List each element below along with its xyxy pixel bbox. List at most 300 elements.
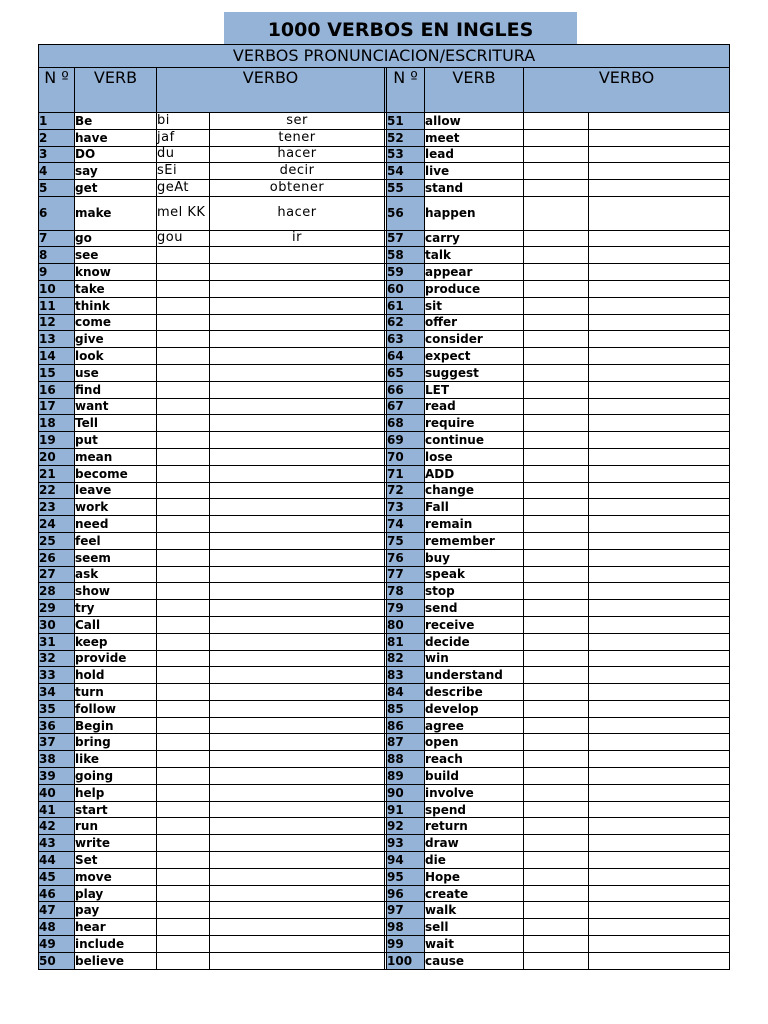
verb-cell: stand — [425, 180, 524, 197]
header-no-left: N º — [39, 68, 75, 113]
verb-cell: keep — [75, 633, 157, 650]
pronunciation-cell — [157, 482, 210, 499]
verb-cell: read — [425, 398, 524, 415]
pronunciation-cell — [524, 868, 589, 885]
pronunciation-cell — [157, 616, 210, 633]
pronunciation-cell — [157, 566, 210, 583]
row-number: 23 — [39, 499, 75, 516]
table-row — [39, 163, 730, 180]
table-row — [39, 650, 730, 667]
row-number: 24 — [39, 516, 75, 533]
table-row — [39, 448, 730, 465]
verb-cell: draw — [425, 835, 524, 852]
verb-cell: write — [75, 835, 157, 852]
translation-cell — [589, 499, 730, 516]
translation-cell — [210, 264, 385, 281]
verb-cell: send — [425, 600, 524, 617]
row-number: 52 — [387, 129, 425, 146]
row-number: 25 — [39, 532, 75, 549]
row-number: 40 — [39, 784, 75, 801]
verb-cell: see — [75, 247, 157, 264]
pronunciation-cell — [157, 919, 210, 936]
translation-cell — [589, 700, 730, 717]
row-number: 87 — [387, 734, 425, 751]
verb-cell: bring — [75, 734, 157, 751]
translation-cell — [210, 448, 385, 465]
pronunciation-cell — [157, 247, 210, 264]
verb-cell: say — [75, 163, 157, 180]
row-number: 53 — [387, 146, 425, 163]
row-number: 32 — [39, 650, 75, 667]
verb-cell: speak — [425, 566, 524, 583]
row-number: 3 — [39, 146, 75, 163]
table-row — [39, 398, 730, 415]
pronunciation-cell — [157, 717, 210, 734]
verb-cell: want — [75, 398, 157, 415]
verb-cell: consider — [425, 331, 524, 348]
verb-cell: Call — [75, 616, 157, 633]
translation-cell — [589, 163, 730, 180]
table-subtitle: VERBOS PRONUNCIACION/ESCRITURA — [39, 45, 730, 68]
row-number: 55 — [387, 180, 425, 197]
verb-cell: LET — [425, 381, 524, 398]
pronunciation-cell — [524, 583, 589, 600]
row-number: 28 — [39, 583, 75, 600]
translation-cell — [210, 280, 385, 297]
table-row — [39, 331, 730, 348]
translation-cell — [589, 280, 730, 297]
verb-cell: develop — [425, 700, 524, 717]
table-row — [39, 381, 730, 398]
verb-cell: DO — [75, 146, 157, 163]
translation-cell — [589, 751, 730, 768]
row-number: 91 — [387, 801, 425, 818]
pronunciation-cell — [524, 650, 589, 667]
row-number: 63 — [387, 331, 425, 348]
pronunciation-cell — [524, 348, 589, 365]
translation-cell — [589, 801, 730, 818]
pronunciation-cell — [157, 348, 210, 365]
verb-cell: play — [75, 885, 157, 902]
pronunciation-cell — [524, 616, 589, 633]
table-row — [39, 801, 730, 818]
pronunciation-cell: geAt — [157, 180, 210, 197]
row-number: 19 — [39, 432, 75, 449]
verb-cell: open — [425, 734, 524, 751]
translation-cell — [589, 516, 730, 533]
table-row — [39, 600, 730, 617]
translation-cell — [210, 818, 385, 835]
pronunciation-cell — [157, 936, 210, 953]
pronunciation-cell — [524, 163, 589, 180]
header-verbo-right: VERBO — [524, 68, 730, 113]
translation-cell — [589, 129, 730, 146]
verb-cell: stop — [425, 583, 524, 600]
verb-cell: use — [75, 364, 157, 381]
translation-cell — [589, 667, 730, 684]
table-row — [39, 230, 730, 247]
pronunciation-cell — [157, 314, 210, 331]
row-number: 31 — [39, 633, 75, 650]
translation-cell — [210, 684, 385, 701]
row-number: 72 — [387, 482, 425, 499]
verb-cell: sell — [425, 919, 524, 936]
row-number: 17 — [39, 398, 75, 415]
table-row — [39, 818, 730, 835]
table-row — [39, 566, 730, 583]
translation-cell: decir — [210, 163, 385, 180]
translation-cell — [589, 247, 730, 264]
pronunciation-cell — [157, 667, 210, 684]
pronunciation-cell — [157, 751, 210, 768]
translation-cell — [589, 432, 730, 449]
translation-cell — [589, 768, 730, 785]
translation-cell — [589, 113, 730, 130]
header-verb-right: VERB — [425, 68, 524, 113]
pronunciation-cell — [524, 902, 589, 919]
translation-cell — [210, 650, 385, 667]
translation-cell — [589, 381, 730, 398]
table-row — [39, 717, 730, 734]
verb-cell: hold — [75, 667, 157, 684]
translation-cell — [210, 768, 385, 785]
pronunciation-cell: sEi — [157, 163, 210, 180]
verb-cell: understand — [425, 667, 524, 684]
translation-cell — [589, 835, 730, 852]
verb-cell: come — [75, 314, 157, 331]
pronunciation-cell — [524, 633, 589, 650]
translation-cell — [589, 465, 730, 482]
translation-cell — [210, 516, 385, 533]
row-number: 93 — [387, 835, 425, 852]
row-number: 29 — [39, 600, 75, 617]
translation-cell — [210, 868, 385, 885]
row-number: 12 — [39, 314, 75, 331]
pronunciation-cell — [157, 650, 210, 667]
pronunciation-cell: jaf — [157, 129, 210, 146]
row-number: 85 — [387, 700, 425, 717]
translation-cell — [210, 751, 385, 768]
verb-cell: leave — [75, 482, 157, 499]
table-row — [39, 364, 730, 381]
verb-cell: offer — [425, 314, 524, 331]
row-number: 61 — [387, 297, 425, 314]
table-row — [39, 583, 730, 600]
translation-cell — [589, 566, 730, 583]
row-number: 84 — [387, 684, 425, 701]
row-number: 90 — [387, 784, 425, 801]
table-row — [39, 532, 730, 549]
row-number: 42 — [39, 818, 75, 835]
translation-cell — [589, 902, 730, 919]
translation-cell — [210, 936, 385, 953]
table-row — [39, 684, 730, 701]
row-number: 77 — [387, 566, 425, 583]
verb-cell: need — [75, 516, 157, 533]
row-number: 10 — [39, 280, 75, 297]
pronunciation-cell — [157, 600, 210, 617]
verb-table — [38, 44, 730, 970]
table-row — [39, 868, 730, 885]
verb-cell: try — [75, 600, 157, 617]
row-number: 70 — [387, 448, 425, 465]
table-row — [39, 482, 730, 499]
pronunciation-cell — [524, 264, 589, 281]
header-verb-left: VERB — [75, 68, 157, 113]
row-number: 66 — [387, 381, 425, 398]
translation-cell — [589, 952, 730, 969]
translation-cell — [210, 566, 385, 583]
translation-cell — [589, 583, 730, 600]
table-row — [39, 297, 730, 314]
table-row — [39, 784, 730, 801]
pronunciation-cell — [157, 448, 210, 465]
row-number: 57 — [387, 230, 425, 247]
pronunciation-cell — [524, 415, 589, 432]
verb-cell: talk — [425, 247, 524, 264]
verb-cell: know — [75, 264, 157, 281]
pronunciation-cell — [157, 415, 210, 432]
translation-cell — [210, 532, 385, 549]
row-number: 13 — [39, 331, 75, 348]
table-row — [39, 768, 730, 785]
table-body — [39, 113, 730, 970]
row-number: 2 — [39, 129, 75, 146]
row-number: 26 — [39, 549, 75, 566]
page-title: 1000 VERBOS EN INGLES — [224, 12, 577, 44]
row-number: 83 — [387, 667, 425, 684]
row-number: 97 — [387, 902, 425, 919]
row-number: 59 — [387, 264, 425, 281]
verb-cell: buy — [425, 549, 524, 566]
verb-cell: include — [75, 936, 157, 953]
pronunciation-cell — [524, 314, 589, 331]
translation-cell — [589, 482, 730, 499]
verb-cell: wait — [425, 936, 524, 953]
translation-cell — [210, 549, 385, 566]
verb-cell: going — [75, 768, 157, 785]
table-row — [39, 465, 730, 482]
table-row — [39, 280, 730, 297]
row-number: 100 — [387, 952, 425, 969]
translation-cell — [210, 852, 385, 869]
verb-cell: start — [75, 801, 157, 818]
pronunciation-cell — [524, 835, 589, 852]
translation-cell — [210, 952, 385, 969]
translation-cell — [589, 448, 730, 465]
table-row — [39, 952, 730, 969]
verb-cell: believe — [75, 952, 157, 969]
pronunciation-cell — [157, 297, 210, 314]
pronunciation-cell — [157, 633, 210, 650]
pronunciation-cell — [524, 751, 589, 768]
verb-cell: change — [425, 482, 524, 499]
row-number: 58 — [387, 247, 425, 264]
pronunciation-cell — [157, 852, 210, 869]
verb-cell: take — [75, 280, 157, 297]
verb-cell: have — [75, 129, 157, 146]
translation-cell — [210, 314, 385, 331]
translation-cell: hacer — [210, 146, 385, 163]
row-number: 21 — [39, 465, 75, 482]
translation-cell — [589, 650, 730, 667]
row-number: 5 — [39, 180, 75, 197]
pronunciation-cell — [524, 700, 589, 717]
translation-cell — [589, 364, 730, 381]
row-number: 27 — [39, 566, 75, 583]
translation-cell — [589, 348, 730, 365]
translation-cell — [589, 936, 730, 953]
translation-cell — [589, 717, 730, 734]
row-number: 22 — [39, 482, 75, 499]
row-number: 48 — [39, 919, 75, 936]
translation-cell — [210, 700, 385, 717]
verb-cell: appear — [425, 264, 524, 281]
verb-cell: describe — [425, 684, 524, 701]
verb-cell: spend — [425, 801, 524, 818]
table-row — [39, 180, 730, 197]
row-number: 36 — [39, 717, 75, 734]
verb-cell: carry — [425, 230, 524, 247]
verb-cell: lose — [425, 448, 524, 465]
verb-cell: feel — [75, 532, 157, 549]
translation-cell — [589, 264, 730, 281]
translation-cell — [210, 415, 385, 432]
verb-cell: like — [75, 751, 157, 768]
translation-cell — [210, 717, 385, 734]
pronunciation-cell — [524, 448, 589, 465]
verb-cell: run — [75, 818, 157, 835]
table-row — [39, 264, 730, 281]
pronunciation-cell — [524, 952, 589, 969]
pronunciation-cell — [157, 902, 210, 919]
verb-cell: show — [75, 583, 157, 600]
translation-cell — [589, 196, 730, 230]
table-row — [39, 314, 730, 331]
pronunciation-cell — [524, 784, 589, 801]
translation-cell — [210, 734, 385, 751]
table-row — [39, 549, 730, 566]
row-number: 96 — [387, 885, 425, 902]
translation-cell — [210, 801, 385, 818]
verb-cell: expect — [425, 348, 524, 365]
verb-cell: provide — [75, 650, 157, 667]
row-number: 50 — [39, 952, 75, 969]
row-number: 39 — [39, 768, 75, 785]
pronunciation-cell — [524, 717, 589, 734]
pronunciation-cell: gou — [157, 230, 210, 247]
row-number: 35 — [39, 700, 75, 717]
row-number: 86 — [387, 717, 425, 734]
verb-cell: ask — [75, 566, 157, 583]
pronunciation-cell — [157, 532, 210, 549]
translation-cell — [210, 482, 385, 499]
pronunciation-cell — [157, 784, 210, 801]
translation-cell — [210, 465, 385, 482]
table-row — [39, 885, 730, 902]
pronunciation-cell — [157, 818, 210, 835]
verb-cell: require — [425, 415, 524, 432]
pronunciation-cell — [524, 818, 589, 835]
translation-cell: obtener — [210, 180, 385, 197]
row-number: 7 — [39, 230, 75, 247]
verb-cell: work — [75, 499, 157, 516]
row-number: 37 — [39, 734, 75, 751]
translation-cell — [589, 230, 730, 247]
pronunciation-cell — [157, 885, 210, 902]
verb-cell: suggest — [425, 364, 524, 381]
pronunciation-cell — [524, 532, 589, 549]
table-row — [39, 516, 730, 533]
table-row — [39, 852, 730, 869]
translation-cell — [589, 180, 730, 197]
verb-cell: ADD — [425, 465, 524, 482]
verb-cell: think — [75, 297, 157, 314]
row-number: 56 — [387, 196, 425, 230]
translation-cell — [210, 633, 385, 650]
pronunciation-cell — [157, 432, 210, 449]
translation-cell — [210, 583, 385, 600]
verb-cell: turn — [75, 684, 157, 701]
header-verbo-left: VERBO — [157, 68, 385, 113]
pronunciation-cell — [524, 885, 589, 902]
row-number: 92 — [387, 818, 425, 835]
pronunciation-cell — [524, 364, 589, 381]
pronunciation-cell — [524, 919, 589, 936]
pronunciation-cell — [524, 129, 589, 146]
table-row — [39, 734, 730, 751]
translation-cell: hacer — [210, 196, 385, 230]
row-number: 9 — [39, 264, 75, 281]
table-row — [39, 129, 730, 146]
verb-cell: receive — [425, 616, 524, 633]
verb-cell: follow — [75, 700, 157, 717]
verb-cell: help — [75, 784, 157, 801]
verb-cell: move — [75, 868, 157, 885]
pronunciation-cell — [524, 331, 589, 348]
translation-cell — [589, 616, 730, 633]
row-number: 79 — [387, 600, 425, 617]
pronunciation-cell — [524, 196, 589, 230]
pronunciation-cell — [157, 381, 210, 398]
row-number: 82 — [387, 650, 425, 667]
pronunciation-cell — [524, 684, 589, 701]
translation-cell — [210, 398, 385, 415]
verb-cell: Set — [75, 852, 157, 869]
verb-cell: remain — [425, 516, 524, 533]
translation-cell — [210, 616, 385, 633]
row-number: 51 — [387, 113, 425, 130]
row-number: 81 — [387, 633, 425, 650]
row-number: 46 — [39, 885, 75, 902]
table-row — [39, 196, 730, 230]
pronunciation-cell — [524, 247, 589, 264]
pronunciation-cell — [524, 499, 589, 516]
translation-cell — [210, 902, 385, 919]
pronunciation-cell — [157, 264, 210, 281]
translation-cell: tener — [210, 129, 385, 146]
row-number: 62 — [387, 314, 425, 331]
translation-cell — [210, 835, 385, 852]
row-number: 1 — [39, 113, 75, 130]
row-number: 45 — [39, 868, 75, 885]
pronunciation-cell — [524, 768, 589, 785]
row-number: 38 — [39, 751, 75, 768]
row-number: 88 — [387, 751, 425, 768]
row-number: 41 — [39, 801, 75, 818]
table-row — [39, 751, 730, 768]
verb-cell: lead — [425, 146, 524, 163]
